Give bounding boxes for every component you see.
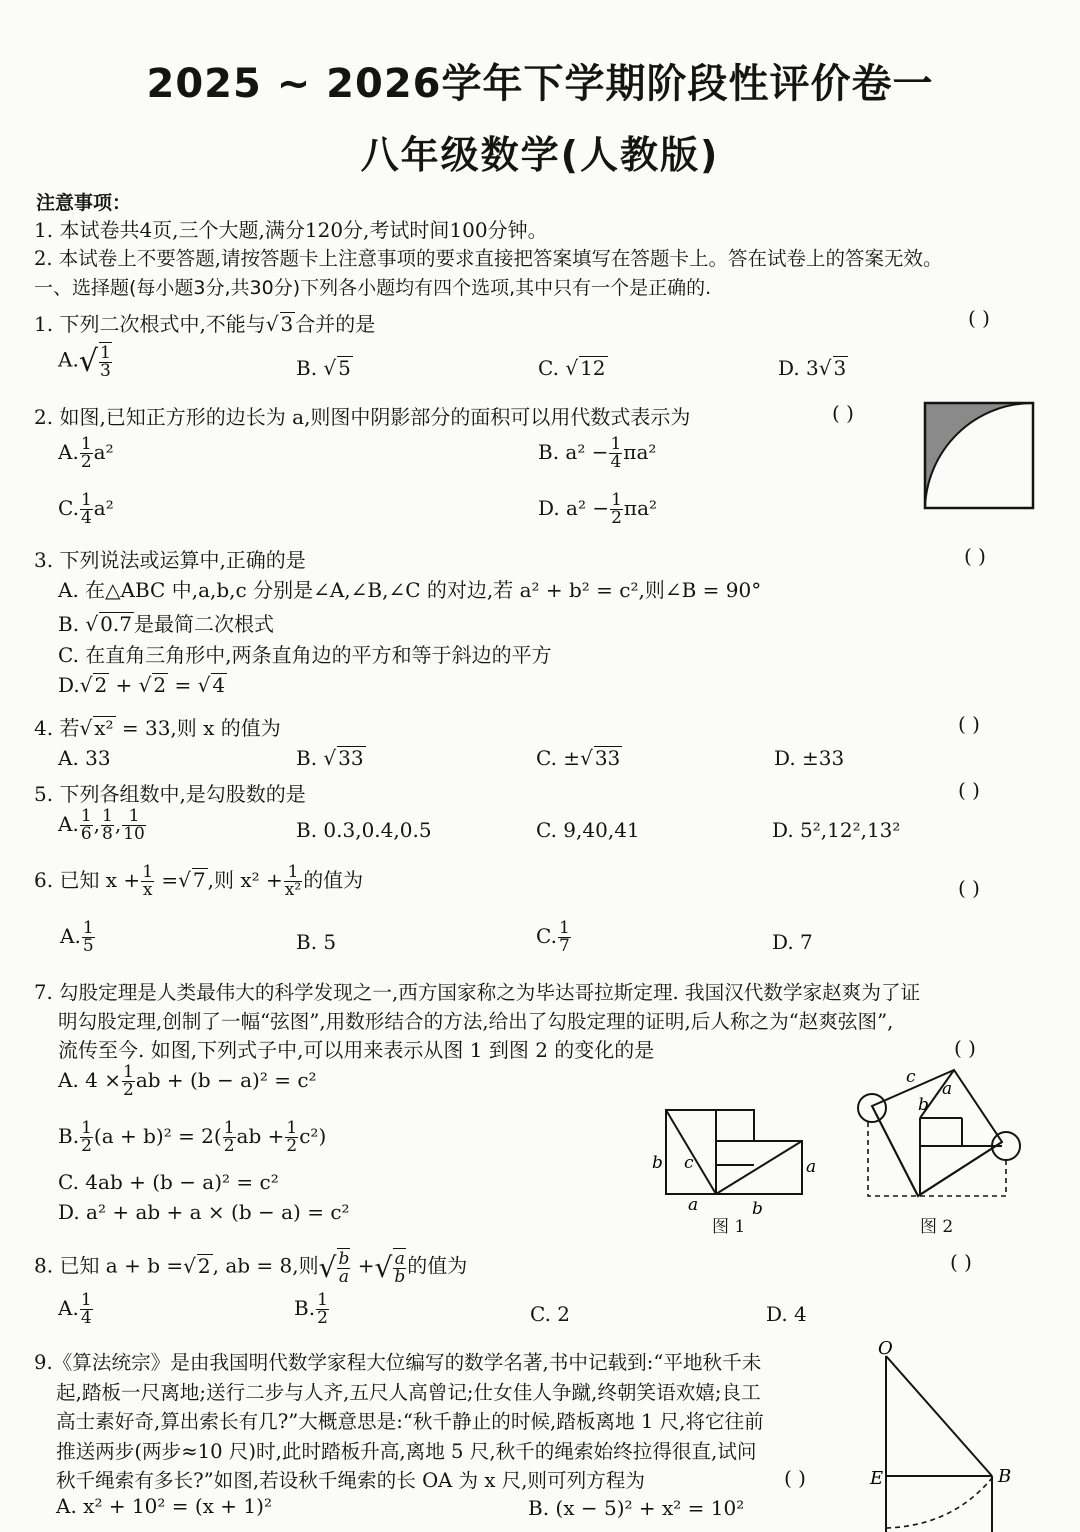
q2-a-num: 1 bbox=[80, 434, 92, 454]
q5-a-den1: 6 bbox=[80, 824, 92, 844]
q5-a-num1: 1 bbox=[80, 806, 92, 826]
q2-d-num: 1 bbox=[611, 490, 622, 510]
q7-b-text3: c²) bbox=[299, 1124, 327, 1148]
q9-line-4: 推送两步(两步≈10 尺)时,此时踏板升高,离地 5 尺,秋千的绳索始终拉得很直,试问 bbox=[56, 1440, 757, 1463]
q6-a-den: 5 bbox=[82, 936, 94, 956]
q2-c-label: C. bbox=[58, 496, 79, 520]
q9-line-1: 9.《算法统宗》是由我国明代数学家程大位编写的数学名著,书中记载到:“平地秋千未 bbox=[34, 1351, 762, 1374]
q3-d-rad3: 4 bbox=[212, 673, 226, 697]
q2-stem: 2. 如图,已知正方形的边长为 a,则图中阴影部分的面积可以用代数式表示为 bbox=[34, 405, 691, 429]
q7-line-3: 流传至今. 如图,下列式子中,可以用来表示从图 1 到图 2 的变化的是 bbox=[58, 1038, 655, 1062]
q4-c-label: C. ± bbox=[536, 746, 581, 770]
q3-d-rad1: 2 bbox=[94, 673, 108, 697]
q8-b-num: 1 bbox=[317, 1290, 328, 1310]
q1-a-label: A. bbox=[58, 347, 79, 372]
q2-b-num: 1 bbox=[610, 434, 622, 454]
q3-option-d: D.√ 2 + √ 2 = √ 4 bbox=[58, 673, 226, 697]
q3-d-plus: + bbox=[109, 673, 139, 697]
q1-a-frac bbox=[99, 342, 112, 380]
q1-stem-b: 合并的是 bbox=[295, 312, 376, 336]
q7-fig1-lines bbox=[666, 1110, 802, 1194]
q8-frac1-den: a bbox=[338, 1267, 349, 1287]
q3-b-label: B. bbox=[58, 612, 86, 636]
q2-c-den: 4 bbox=[80, 508, 92, 528]
q7-b-den1: 2 bbox=[81, 1136, 92, 1156]
q8-b-label: B. bbox=[294, 1296, 316, 1320]
q6-option-b: B. 5 bbox=[296, 930, 337, 954]
q8-answer-paren: ( ) bbox=[950, 1250, 972, 1274]
q7-b-label: B. bbox=[58, 1124, 80, 1148]
q6-c-label: C. bbox=[536, 924, 557, 948]
q2-option-c bbox=[58, 492, 114, 527]
q7-answer-paren: ( ) bbox=[954, 1036, 976, 1060]
q1-option-a: A.√ $\frac{1}{3}$ bbox=[58, 343, 111, 381]
q2-option-a bbox=[58, 436, 114, 471]
q5-option-c: C. 9,40,41 bbox=[536, 818, 640, 842]
q7-a-label: A. 4 × bbox=[58, 1068, 121, 1092]
q1-stem-a: 1. 下列二次根式中,不能与 bbox=[34, 312, 266, 336]
q9-label-B: B bbox=[998, 1466, 1012, 1487]
q5-a-den3: 10 bbox=[123, 824, 145, 844]
q2-d-den: 2 bbox=[611, 508, 622, 528]
notes-heading: 注意事项： bbox=[36, 192, 132, 214]
q2-b-den: 4 bbox=[610, 452, 622, 472]
q7-b-num2: 1 bbox=[223, 1118, 235, 1138]
q7-fig2-lines bbox=[872, 1070, 1002, 1196]
q6-stem-a: 6. 已知 x + bbox=[34, 868, 141, 892]
section-1-heading: 一、选择题(每小题3分,共30分)下列各小题均有四个选项,其中只有一个是正确的. bbox=[34, 277, 712, 299]
q9-line-3: 高士素好奇,算出索长有几?”大概意思是:“秋千静止的时候,踏板离地 1 尺,将它往前 bbox=[56, 1410, 764, 1433]
q5-a-den2: 8 bbox=[102, 824, 113, 844]
q4-b-rad: 33 bbox=[338, 746, 364, 770]
q4-answer-paren: ( ) bbox=[958, 712, 980, 736]
q8-stem: 8. 已知 a + b =√ 2 , ab = 8,则√ $\frac{b}{a}$ +√ $\frac{a}{b}$ 的值为 bbox=[34, 1249, 468, 1287]
q5-a-label: A. bbox=[58, 812, 79, 836]
q1-d-label: D. 3 bbox=[778, 356, 819, 380]
q9-swing-lines bbox=[886, 1356, 992, 1532]
q7-fig1-caption: 图 1 bbox=[712, 1217, 746, 1237]
q1-d-rad: 3 bbox=[833, 356, 847, 380]
q1-option-d: D. 3√ 3 bbox=[778, 356, 847, 380]
q3-option-c: C. 在直角三角形中,两条直角边的平方和等于斜边的平方 bbox=[58, 643, 552, 667]
q6-c-num: 1 bbox=[558, 918, 570, 938]
q1-b-label: B. bbox=[296, 356, 318, 380]
q7-a-text: ab + (b − a)² = c² bbox=[135, 1068, 317, 1092]
q8-option-d: D. 4 bbox=[766, 1302, 807, 1326]
q8-a-label: A. bbox=[58, 1296, 79, 1320]
q2-c-num: 1 bbox=[80, 490, 92, 510]
q7-b-num1: 1 bbox=[81, 1118, 92, 1138]
q7-b-text1: (a + b)² = 2( bbox=[93, 1124, 222, 1148]
q6-stem: 6. 已知 x + $\frac{1}{x}$ =√ 7 ,则 x² + $\frac{1}{\text{x²}}$ 的值为 bbox=[34, 862, 364, 900]
q3-option-a: A. 在△ABC 中,a,b,c 分别是∠A,∠B,∠C 的对边,若 a² + b² = c²,则∠B = 90° bbox=[58, 578, 762, 602]
q7-b-den2: 2 bbox=[223, 1136, 235, 1156]
q6-a-label: A. bbox=[60, 924, 81, 948]
q9-option-b: B. (x − 5)² + x² = 10² bbox=[528, 1496, 745, 1520]
q9-line-5: 秋千绳索有多长?”如图,若设秋千绳索的长 OA 为 x 尺,则可列方程为 bbox=[56, 1469, 645, 1492]
q7-option-b bbox=[58, 1120, 326, 1155]
q7-option-d: D. a² + ab + a × (b − a) = c² bbox=[58, 1200, 350, 1224]
q1-b-rad: 5 bbox=[338, 356, 351, 380]
q5-stem: 5. 下列各组数中,是勾股数的是 bbox=[34, 782, 306, 806]
q6-option-a bbox=[60, 920, 96, 955]
q9-line-2: 起,踏板一尺离地;送行二步与人齐,五尺人高曾记;仕女佳人争蹴,终朝笑语欢嬉;良工 bbox=[56, 1381, 761, 1404]
q7-option-c: C. 4ab + (b − a)² = c² bbox=[58, 1170, 279, 1194]
q6-stem-den2: x² bbox=[284, 880, 302, 900]
q5-a-num3: 1 bbox=[122, 808, 146, 826]
q6-stem-e: 的值为 bbox=[303, 868, 364, 892]
q1-option-b: B. √ 5 bbox=[296, 356, 351, 380]
q3-b-rad: 0.7 bbox=[100, 612, 132, 636]
q4-option-d: D. ±33 bbox=[774, 746, 845, 770]
q8-stem-a: 8. 已知 a + b = bbox=[34, 1253, 184, 1278]
q6-option-d: D. 7 bbox=[772, 930, 813, 954]
q7-fig2-label-a: a bbox=[942, 1079, 953, 1099]
q8-a-num: 1 bbox=[80, 1290, 92, 1310]
q6-stem-num2: 1 bbox=[284, 864, 302, 882]
exam-subtitle: 八年级数学(人教版) bbox=[360, 133, 720, 177]
q7-fig1-label-b-left: b bbox=[652, 1153, 663, 1173]
q4-stem-a: 4. 若 bbox=[34, 716, 80, 740]
q4-b-label: B. bbox=[296, 746, 318, 770]
note-2: 2. 本试卷上不要答题,请按答题卡上注意事项的要求直接把答案填写在答题卡上。答在试卷上的答案无效。 bbox=[34, 247, 943, 270]
q3-answer-paren: ( ) bbox=[964, 544, 986, 568]
q7-fig1-label-c: c bbox=[684, 1153, 694, 1173]
q6-stem-rad: 7 bbox=[192, 868, 206, 892]
exam-title: 2025 ~ 2026学年下学期阶段性评价卷一 bbox=[146, 61, 934, 107]
q5-option-b: B. 0.3,0.4,0.5 bbox=[296, 818, 432, 842]
q8-frac2-den: b bbox=[394, 1267, 406, 1287]
q9-option-a: A. x² + 10² = (x + 1)² bbox=[56, 1494, 272, 1518]
q8-stem-rad: 2 bbox=[197, 1253, 211, 1278]
q4-c-rad: 33 bbox=[594, 746, 621, 770]
q7-b-num3: 1 bbox=[286, 1118, 298, 1138]
q2-a-term: a² bbox=[93, 440, 114, 464]
q2-b-term: πa² bbox=[623, 440, 657, 464]
q5-option-a: A. $\frac{1}{6}$ , $\frac{1}{8}$ , $\frac{1}{10}$ bbox=[58, 806, 145, 844]
q3-stem: 3. 下列说法或运算中,正确的是 bbox=[34, 548, 306, 572]
q2-c-term: a² bbox=[93, 496, 114, 520]
q5-option-d: D. 5²,12²,13² bbox=[772, 818, 901, 842]
q2-a-den: 2 bbox=[80, 452, 92, 472]
q9-swing-arc bbox=[886, 1478, 992, 1528]
q7-line-2: 明勾股定理,创制了一幅“弦图”,用数形结合的方法,给出了勾股定理的证明,后人称之为“赵爽弦图”, bbox=[58, 1010, 894, 1033]
q7-fig2-label-b: b bbox=[918, 1095, 929, 1115]
q3-option-b: B. √ 0.7 是最简二次根式 bbox=[58, 612, 274, 636]
q2-option-b bbox=[538, 436, 656, 471]
q9-label-E: E bbox=[870, 1468, 884, 1489]
q9-label-O: O bbox=[878, 1338, 893, 1359]
q2-b-label: B. a² − bbox=[538, 440, 609, 464]
q8-option-a bbox=[58, 1292, 94, 1327]
q7-fig2-label-c: c bbox=[906, 1067, 916, 1087]
q8-option-c: C. 2 bbox=[530, 1302, 571, 1326]
q5-answer-paren: ( ) bbox=[958, 778, 980, 802]
q1-stem: 1. 下列二次根式中,不能与√ 3 合并的是 bbox=[34, 312, 376, 336]
q3-d-rad2: 2 bbox=[153, 673, 167, 697]
q2-d-label: D. a² − bbox=[538, 496, 610, 520]
q8-frac2-num: a bbox=[394, 1249, 405, 1269]
q9-answer-paren: ( ) bbox=[784, 1466, 806, 1490]
note-1: 1. 本试卷共4页,三个大题,满分120分,考试时间100分钟。 bbox=[34, 218, 548, 242]
q8-frac1-num: b bbox=[338, 1249, 350, 1269]
q8-stem-b: , ab = 8,则 bbox=[212, 1253, 319, 1278]
q4-stem-rad: x² bbox=[94, 716, 114, 740]
q6-stem-num: 1 bbox=[142, 862, 154, 882]
q2-answer-paren: ( ) bbox=[832, 401, 854, 425]
q2-square-figure bbox=[922, 400, 1038, 512]
q5-a-num2: 1 bbox=[102, 806, 113, 826]
q7-a-den: 2 bbox=[123, 1080, 134, 1100]
q4-stem: 4. 若√ x² = 33,则 x 的值为 bbox=[34, 716, 281, 740]
q4-option-b: B. √ 33 bbox=[296, 746, 364, 770]
q1-a-num: 1 bbox=[99, 343, 111, 363]
q4-stem-b: = 33,则 x 的值为 bbox=[115, 716, 281, 740]
q1-option-c: C. √ 12 bbox=[538, 356, 606, 380]
q8-b-den: 2 bbox=[317, 1308, 328, 1328]
q7-fig1-label-a-bottom: a bbox=[688, 1195, 699, 1215]
q6-stem-b: = bbox=[155, 868, 179, 892]
q4-option-c: C. ±√ 33 bbox=[536, 746, 621, 770]
q7-fig1-label-a-right: a bbox=[806, 1157, 817, 1177]
q6-a-num: 1 bbox=[82, 918, 94, 938]
q1-answer-paren: ( ) bbox=[968, 306, 990, 330]
q9-swing-figure bbox=[862, 1338, 1042, 1532]
q7-b-den3: 2 bbox=[286, 1136, 298, 1156]
q8-a-den: 4 bbox=[80, 1308, 92, 1328]
q6-c-den: 7 bbox=[558, 936, 570, 956]
q6-stem-den: x bbox=[142, 880, 153, 900]
q7-option-a bbox=[58, 1064, 317, 1099]
q4-option-a: A. 33 bbox=[58, 746, 111, 770]
q2-a-label: A. bbox=[58, 440, 79, 464]
q3-b-text: 是最简二次根式 bbox=[133, 612, 274, 636]
q6-answer-paren: ( ) bbox=[958, 876, 980, 900]
q2-d-term: πa² bbox=[623, 496, 658, 520]
q3-d-eq: = bbox=[168, 673, 198, 697]
q6-option-c bbox=[536, 920, 572, 955]
q7-line-1: 7. 勾股定理是人类最伟大的科学发现之一,西方国家称之为毕达哥拉斯定理. 我国汉代数学家赵爽为了证 bbox=[34, 981, 921, 1004]
q7-fig1-label-b-bottom: b bbox=[752, 1199, 763, 1219]
q7-figure-2 bbox=[850, 1060, 1030, 1210]
q8-stem-c: + bbox=[351, 1253, 375, 1278]
q3-d-label: D. bbox=[58, 673, 80, 697]
q8-stem-d: 的值为 bbox=[407, 1253, 468, 1278]
q6-stem-c: ,则 x² + bbox=[207, 868, 283, 892]
q7-a-num: 1 bbox=[123, 1062, 134, 1082]
q7-b-text2: ab + bbox=[236, 1124, 285, 1148]
q1-stem-rad: 3 bbox=[280, 312, 294, 336]
q1-c-rad: 12 bbox=[580, 356, 606, 380]
q1-a-den: 3 bbox=[99, 361, 111, 381]
q1-c-label: C. bbox=[538, 356, 559, 380]
q8-option-b bbox=[294, 1292, 330, 1327]
q7-fig2-caption: 图 2 bbox=[920, 1217, 954, 1237]
q2-option-d bbox=[538, 492, 657, 527]
